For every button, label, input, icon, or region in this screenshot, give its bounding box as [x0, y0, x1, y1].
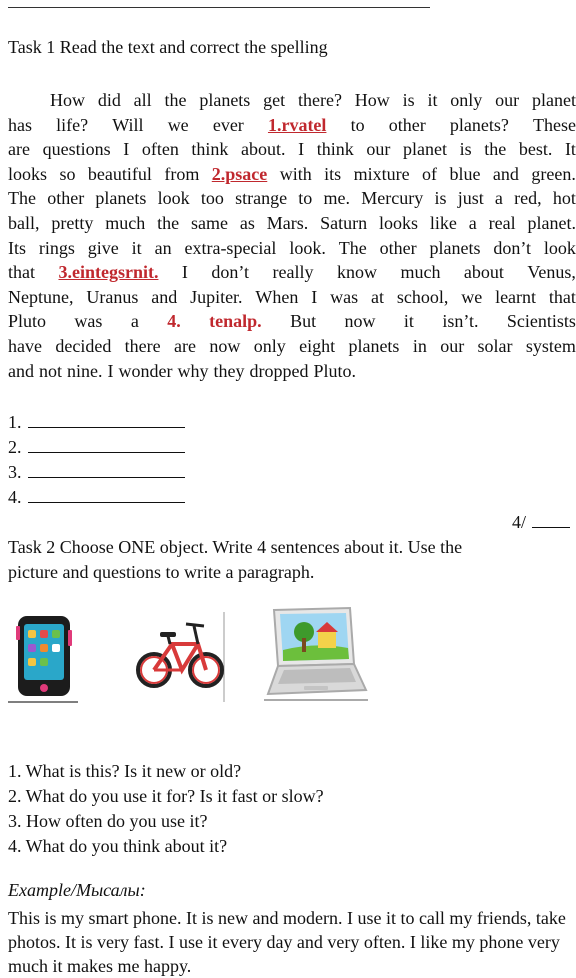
- passage-word: school,: [396, 286, 449, 307]
- passage-line: [8, 260, 576, 285]
- passage-word: look: [157, 188, 190, 209]
- passage-word: it: [131, 237, 142, 258]
- passage-word: best.: [518, 139, 553, 160]
- passage-word: other: [379, 237, 417, 258]
- passage-word: know: [336, 262, 377, 283]
- passage-word: think: [316, 139, 354, 160]
- passage-word: it: [427, 90, 438, 110]
- passage-word: Jupiter.: [190, 286, 243, 307]
- passage-word: is: [402, 90, 415, 110]
- misspelled-word: tenalp.: [209, 311, 262, 332]
- passage-word: planets: [95, 188, 147, 209]
- passage-word: and: [492, 163, 519, 184]
- passage-word: too: [200, 188, 224, 209]
- passage-word: system: [525, 335, 576, 356]
- misspelled-word: 2.psace: [211, 163, 268, 184]
- passage-word: of: [422, 163, 438, 184]
- passage-word: blue: [449, 163, 481, 184]
- passage-word: same: [191, 212, 228, 233]
- question-3: 3. How often do you use it?: [8, 811, 208, 831]
- passage-word: and: [8, 360, 34, 381]
- passage-word: decided: [55, 335, 112, 356]
- passage-word: planet.: [527, 212, 576, 233]
- passage-line: [8, 359, 576, 384]
- passage-word: These: [532, 114, 576, 135]
- passage-line: [8, 113, 576, 138]
- passage-word: other: [47, 188, 85, 209]
- passage-word: only: [450, 90, 483, 110]
- passage-word: Will: [112, 114, 144, 135]
- passage-word: from: [164, 163, 200, 184]
- passage-word: the: [164, 90, 187, 110]
- task1-passage: [8, 88, 576, 383]
- passage-word: Venus,: [527, 262, 576, 283]
- task2-title-line2: picture and questions to write a paragraph.: [8, 562, 315, 582]
- passage-word: only: [253, 335, 286, 356]
- passage-word: dropped: [249, 360, 309, 381]
- passage-word: it: [403, 311, 414, 332]
- question-4: 4. What do you think about it?: [8, 836, 228, 856]
- passage-line: [8, 211, 576, 236]
- passage-word: the: [157, 212, 180, 233]
- passage-word: Pluto.: [313, 360, 356, 381]
- passage-word: about.: [241, 139, 286, 160]
- passage-word: our: [440, 335, 465, 356]
- passage-word: solar: [477, 335, 513, 356]
- passage-word: learnt: [495, 286, 537, 307]
- passage-word: much: [400, 262, 441, 283]
- passage-word: Neptune,: [8, 286, 74, 307]
- passage-word: and: [151, 286, 178, 307]
- passage-word: questions: [42, 139, 111, 160]
- passage-word: extra-special: [184, 237, 277, 258]
- passage-word: But: [290, 311, 317, 332]
- passage-word: rings: [38, 237, 75, 258]
- passage-word: look.: [289, 237, 326, 258]
- passage-word: there: [124, 335, 161, 356]
- answer-line-3[interactable]: 3.: [8, 462, 185, 482]
- passage-word: Pluto: [8, 311, 47, 332]
- passage-word: we: [461, 286, 483, 307]
- passage-line: [8, 88, 576, 113]
- passage-word: life?: [56, 114, 89, 135]
- passage-word: The: [338, 237, 367, 258]
- passage-word: planets: [429, 237, 481, 258]
- task1-title: Task 1 Read the text and correct the spelling: [8, 37, 328, 57]
- passage-word: give: [87, 237, 119, 258]
- passage-line: [8, 285, 576, 310]
- example-paragraph: This is my smart phone. It is new and modern. I use it to call my friends, take photos. It is very fast. I use it every day and very often. I like my phone very much it makes me happy.: [8, 908, 566, 976]
- passage-word: eight: [299, 335, 336, 356]
- passage-word: When: [255, 286, 299, 307]
- passage-word: ball,: [8, 212, 40, 233]
- passage-word: Scientists: [506, 311, 576, 332]
- smartphone-picture[interactable]: [8, 612, 78, 704]
- passage-word: looks: [8, 163, 48, 184]
- passage-word: as: [239, 212, 255, 233]
- passage-word: an: [154, 237, 172, 258]
- passage-word: so: [59, 163, 76, 184]
- passage-word: really: [272, 262, 314, 283]
- passage-word: did: [97, 90, 121, 110]
- passage-word: there?: [297, 90, 342, 110]
- laptop-picture[interactable]: [264, 604, 368, 704]
- passage-word: a: [494, 188, 503, 209]
- passage-word: Mercury: [361, 188, 424, 209]
- passage-word: I: [123, 139, 130, 160]
- top-rule: [8, 7, 430, 8]
- passage-word: they: [213, 360, 245, 381]
- passage-word: red,: [514, 188, 542, 209]
- passage-word: our: [495, 90, 520, 110]
- passage-word: is: [434, 188, 447, 209]
- misspelled-word: 1.rvatel: [267, 114, 327, 135]
- passage-word: in: [412, 335, 427, 356]
- passage-word: How: [354, 90, 390, 110]
- misspelled-word: 3.eintegsrnit.: [58, 262, 159, 283]
- answer-line-4[interactable]: 4.: [8, 487, 185, 507]
- passage-word: wonder: [118, 360, 173, 381]
- answer-line-2[interactable]: 2.: [8, 437, 185, 457]
- passage-word: to: [298, 188, 313, 209]
- passage-word: pretty: [51, 212, 94, 233]
- score-box: 4/: [512, 512, 570, 533]
- passage-word: Saturn: [320, 212, 368, 233]
- passage-word: I: [298, 139, 305, 160]
- passage-word: was: [74, 311, 103, 332]
- passage-word: Its: [8, 237, 26, 258]
- passage-line: [8, 186, 576, 211]
- task2-title: Task 2 Choose ONE object. Write 4 sentences about it. Use the: [8, 537, 463, 557]
- answer-line-1[interactable]: 1.: [8, 412, 185, 432]
- misspelled-word: 4.: [167, 311, 181, 332]
- passage-line: [8, 137, 576, 162]
- passage-word: we: [167, 114, 189, 135]
- passage-line: [8, 334, 576, 359]
- passage-word: was: [330, 286, 359, 307]
- passage-word: its: [324, 163, 342, 184]
- passage-word: The: [8, 188, 36, 209]
- passage-word: that: [8, 262, 35, 283]
- passage-word: strange: [235, 188, 288, 209]
- passage-word: don’t: [493, 237, 532, 258]
- passage-word: planets: [199, 90, 251, 110]
- passage-word: me.: [323, 188, 351, 209]
- passage-word: green.: [531, 163, 576, 184]
- passage-word: have: [8, 335, 42, 356]
- passage-word: think: [191, 139, 229, 160]
- passage-word: now: [344, 311, 376, 332]
- passage-word: why: [177, 360, 209, 381]
- passage-word: mixture: [353, 163, 410, 184]
- question-1: 1. What is this? Is it new or old?: [8, 761, 242, 781]
- passage-word: How: [50, 90, 85, 110]
- passage-word: planets?: [449, 114, 509, 135]
- passage-word: just: [457, 188, 484, 209]
- passage-word: with: [279, 163, 312, 184]
- question-2: 2. What do you use it for? Is it fast or slow?: [8, 786, 324, 806]
- passage-word: like: [429, 212, 457, 233]
- passage-word: planets: [348, 335, 400, 356]
- passage-word: to: [350, 114, 365, 135]
- passage-word: has: [8, 114, 32, 135]
- passage-word: I: [181, 262, 188, 283]
- passage-word: don’t: [211, 262, 250, 283]
- passage-word: a: [130, 311, 139, 332]
- bicycle-picture[interactable]: [132, 612, 228, 704]
- passage-word: at: [370, 286, 384, 307]
- passage-word: is: [459, 139, 472, 160]
- passage-word: Mars.: [266, 212, 309, 233]
- passage-word: now: [209, 335, 241, 356]
- passage-word: It: [564, 139, 576, 160]
- passage-word: nine.: [67, 360, 103, 381]
- passage-word: the: [484, 139, 507, 160]
- passage-word: not: [39, 360, 63, 381]
- passage-line: [8, 236, 576, 261]
- passage-word: our: [366, 139, 391, 160]
- passage-word: I: [311, 286, 318, 307]
- passage-word: looks: [378, 212, 418, 233]
- passage-word: planet: [403, 139, 447, 160]
- passage-word: that: [548, 286, 576, 307]
- passage-line: [8, 309, 576, 334]
- passage-word: about: [463, 262, 504, 283]
- passage-word: other: [388, 114, 426, 135]
- passage-word: planet: [531, 90, 576, 110]
- passage-word: are: [174, 335, 196, 356]
- passage-word: much: [105, 212, 146, 233]
- passage-word: Uranus: [86, 286, 139, 307]
- passage-word: often: [141, 139, 179, 160]
- passage-word: hot: [552, 188, 576, 209]
- passage-word: ever: [212, 114, 244, 135]
- passage-word: a: [468, 212, 477, 233]
- passage-word: all: [133, 90, 152, 110]
- passage-word: get: [263, 90, 286, 110]
- passage-word: I: [107, 360, 114, 381]
- passage-word: look: [543, 237, 576, 258]
- passage-line: [8, 162, 576, 187]
- example-heading: Example/Мысалы:: [8, 880, 146, 900]
- passage-word: isn’t.: [442, 311, 479, 332]
- passage-word: beautiful: [87, 163, 152, 184]
- passage-word: are: [8, 139, 30, 160]
- passage-word: real: [488, 212, 516, 233]
